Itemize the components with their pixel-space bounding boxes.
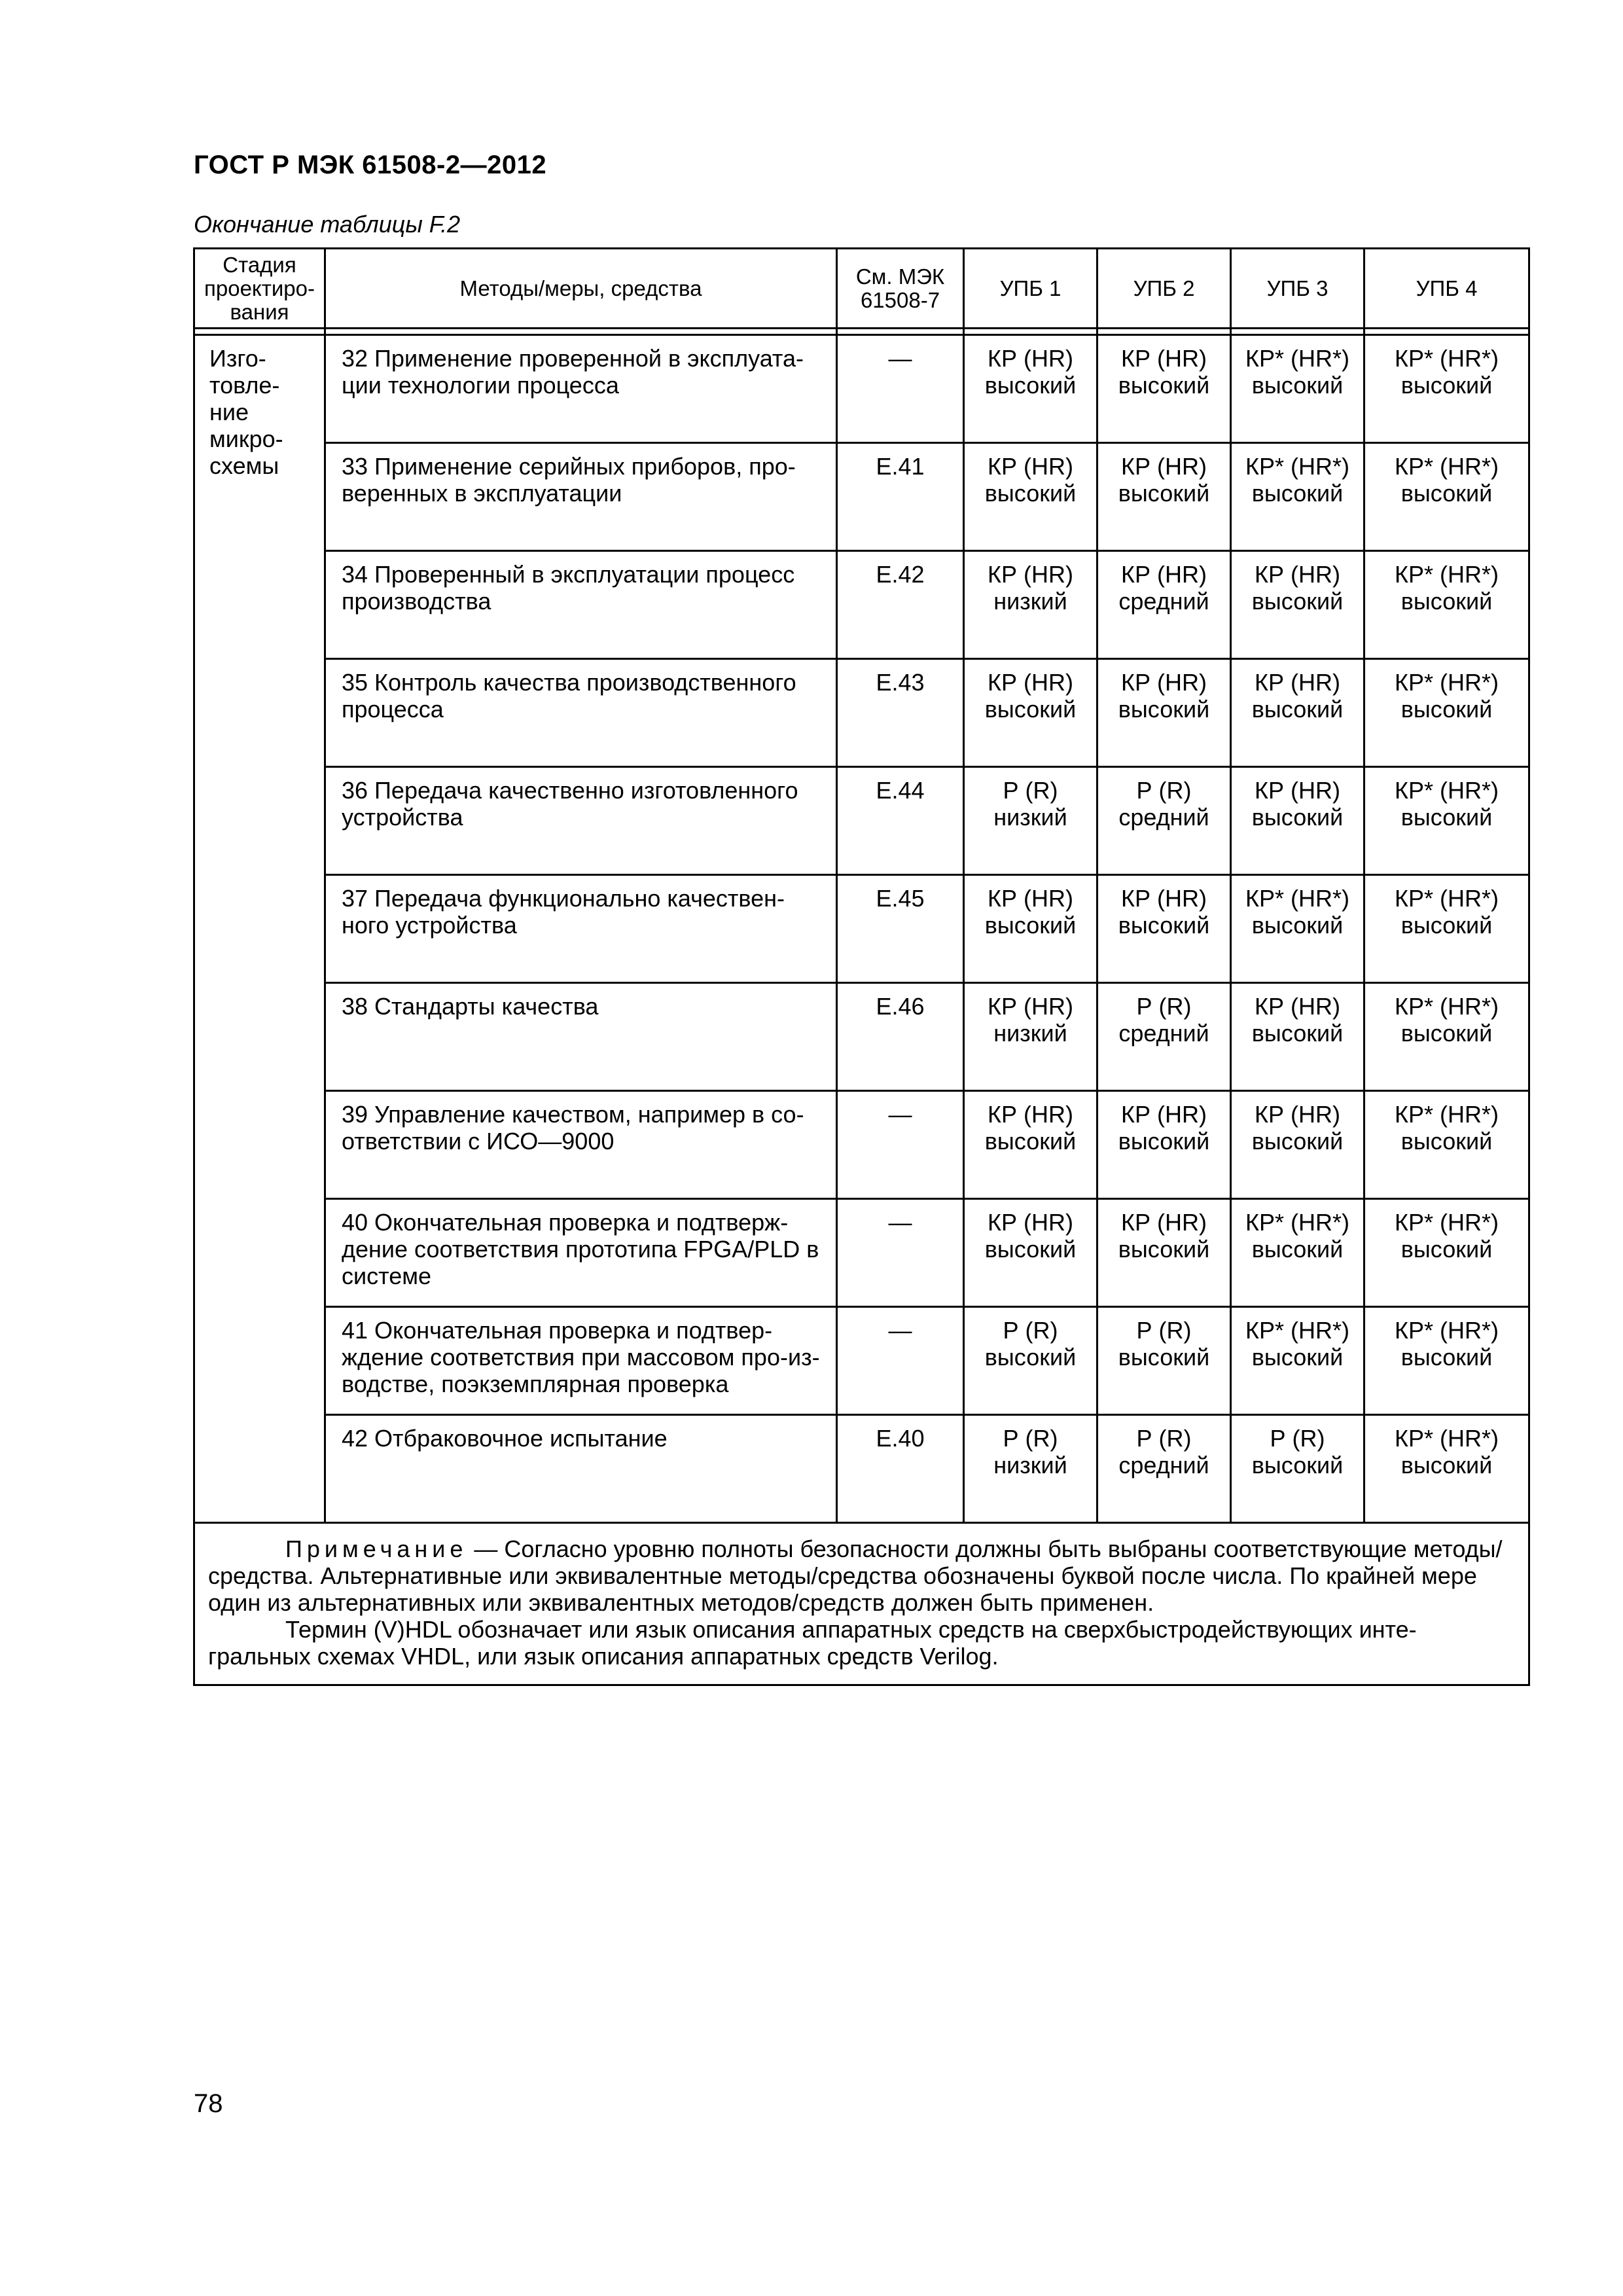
upb3-cell: КР (HR) высокий xyxy=(1231,551,1364,659)
method-cell: 42 Отбраковочное испытание xyxy=(325,1415,837,1523)
col-header-upb3: УПБ 3 xyxy=(1231,249,1364,329)
upb3-cell: КР* (HR*) высокий xyxy=(1231,875,1364,983)
note-row xyxy=(194,1523,1529,1685)
table-row xyxy=(194,1307,1529,1415)
upb4-cell: КР* (HR*) высокий xyxy=(1364,767,1529,875)
upb4-cell: КР* (HR*) высокий xyxy=(1364,443,1529,551)
upb3-cell: КР (HR) высокий xyxy=(1231,983,1364,1091)
col-header-upb4: УПБ 4 xyxy=(1364,249,1529,329)
col-header-ref: См. МЭК 61508-7 xyxy=(837,249,964,329)
method-cell: 34 Проверенный в эксплуатации процесс производства xyxy=(325,551,837,659)
table-row xyxy=(194,875,1529,983)
note-paragraph-1: — Согласно уровню полноты безопасности должны быть выбраны соответствующие методы/средства. Альтернативные или эквивалентные методы/средства обозначены буквой после числа. По крайней мере один из альтернативных или эквивалентных методов/средств должен быть применен. xyxy=(208,1535,1503,1616)
upb2-cell: Р (R) средний xyxy=(1097,767,1231,875)
reference-cell: E.40 xyxy=(837,1415,964,1523)
col-header-upb1: УПБ 1 xyxy=(964,249,1097,329)
table-note xyxy=(194,1523,1529,1685)
table-row xyxy=(194,443,1529,551)
method-cell: 37 Передача функционально качествен-ного устройства xyxy=(325,875,837,983)
table-row xyxy=(194,659,1529,767)
reference-cell: E.43 xyxy=(837,659,964,767)
reference-cell: — xyxy=(837,1091,964,1199)
upb1-cell: КР (HR) низкий xyxy=(964,983,1097,1091)
header-gap xyxy=(194,329,1529,335)
reference-cell: — xyxy=(837,1199,964,1307)
method-cell: 39 Управление качеством, например в со-ответствии с ИСО—9000 xyxy=(325,1091,837,1199)
note-paragraph-2: Термин (V)HDL обозначает или язык описания аппаратных средств на сверхбыстродействующих инте-гральных схемах VHDL, или язык описания аппаратных средств Verilog. xyxy=(208,1616,1417,1670)
method-cell: 33 Применение серийных приборов, про-веренных в эксплуатации xyxy=(325,443,837,551)
upb4-cell: КР* (HR*) высокий xyxy=(1364,335,1529,443)
table-row xyxy=(194,1415,1529,1523)
upb3-cell: КР (HR) высокий xyxy=(1231,767,1364,875)
upb1-cell: Р (R) низкий xyxy=(964,767,1097,875)
upb2-cell: КР (HR) высокий xyxy=(1097,875,1231,983)
document-title: ГОСТ Р МЭК 61508-2—2012 xyxy=(194,151,547,179)
col-header-upb2: УПБ 2 xyxy=(1097,249,1231,329)
upb1-cell: КР (HR) высокий xyxy=(964,1091,1097,1199)
upb3-cell: КР* (HR*) высокий xyxy=(1231,335,1364,443)
upb4-cell: КР* (HR*) высокий xyxy=(1364,1199,1529,1307)
upb4-cell: КР* (HR*) высокий xyxy=(1364,875,1529,983)
upb3-cell: Р (R) высокий xyxy=(1231,1415,1364,1523)
table-row xyxy=(194,983,1529,1091)
reference-cell: E.46 xyxy=(837,983,964,1091)
upb4-cell: КР* (HR*) высокий xyxy=(1364,983,1529,1091)
upb2-cell: КР (HR) высокий xyxy=(1097,443,1231,551)
stage-cell: Изго-товле-ние микро-схемы xyxy=(194,335,325,1523)
upb1-cell: КР (HR) высокий xyxy=(964,1199,1097,1307)
upb4-cell: КР* (HR*) высокий xyxy=(1364,1307,1529,1415)
method-cell: 41 Окончательная проверка и подтвер-ждение соответствия при массовом про-из-водстве, поэкземплярная проверка xyxy=(325,1307,837,1415)
reference-cell: E.42 xyxy=(837,551,964,659)
upb4-cell: КР* (HR*) высокий xyxy=(1364,659,1529,767)
upb1-cell: Р (R) низкий xyxy=(964,1415,1097,1523)
page-number: 78 xyxy=(194,2089,223,2118)
method-cell: 36 Передача качественно изготовленного устройства xyxy=(325,767,837,875)
table-row xyxy=(194,767,1529,875)
table-caption: Окончание таблицы F.2 xyxy=(194,211,461,238)
upb3-cell: КР* (HR*) высокий xyxy=(1231,443,1364,551)
upb1-cell: КР (HR) низкий xyxy=(964,551,1097,659)
upb4-cell: КР* (HR*) высокий xyxy=(1364,551,1529,659)
upb1-cell: КР (HR) высокий xyxy=(964,335,1097,443)
table-row xyxy=(194,335,1529,443)
method-cell: 38 Стандарты качества xyxy=(325,983,837,1091)
safety-methods-table xyxy=(193,247,1530,1686)
table-row xyxy=(194,1091,1529,1199)
upb4-cell: КР* (HR*) высокий xyxy=(1364,1415,1529,1523)
upb2-cell: Р (R) средний xyxy=(1097,983,1231,1091)
upb2-cell: КР (HR) высокий xyxy=(1097,1091,1231,1199)
reference-cell: — xyxy=(837,1307,964,1415)
upb3-cell: КР* (HR*) высокий xyxy=(1231,1307,1364,1415)
upb4-cell: КР* (HR*) высокий xyxy=(1364,1091,1529,1199)
table-row xyxy=(194,1199,1529,1307)
reference-cell: E.45 xyxy=(837,875,964,983)
reference-cell: E.44 xyxy=(837,767,964,875)
upb3-cell: КР (HR) высокий xyxy=(1231,659,1364,767)
upb3-cell: КР* (HR*) высокий xyxy=(1231,1199,1364,1307)
upb2-cell: КР (HR) высокий xyxy=(1097,335,1231,443)
col-header-methods: Методы/меры, средства xyxy=(325,249,837,329)
table-header-row xyxy=(194,249,1529,329)
upb2-cell: Р (R) средний xyxy=(1097,1415,1231,1523)
upb2-cell: КР (HR) высокий xyxy=(1097,1199,1231,1307)
upb1-cell: Р (R) высокий xyxy=(964,1307,1097,1415)
reference-cell: — xyxy=(837,335,964,443)
method-cell: 32 Применение проверенной в эксплуата-ции технологии процесса xyxy=(325,335,837,443)
reference-cell: E.41 xyxy=(837,443,964,551)
method-cell: 40 Окончательная проверка и подтверж-дение соответствия прототипа FPGA/PLD в системе xyxy=(325,1199,837,1307)
upb2-cell: Р (R) высокий xyxy=(1097,1307,1231,1415)
note-label: Примечание xyxy=(285,1535,468,1562)
col-header-stage: Стадия проектиро-вания xyxy=(194,249,325,329)
table-row xyxy=(194,551,1529,659)
method-cell: 35 Контроль качества производственного процесса xyxy=(325,659,837,767)
upb2-cell: КР (HR) средний xyxy=(1097,551,1231,659)
upb1-cell: КР (HR) высокий xyxy=(964,659,1097,767)
upb1-cell: КР (HR) высокий xyxy=(964,875,1097,983)
upb3-cell: КР (HR) высокий xyxy=(1231,1091,1364,1199)
upb1-cell: КР (HR) высокий xyxy=(964,443,1097,551)
upb2-cell: КР (HR) высокий xyxy=(1097,659,1231,767)
